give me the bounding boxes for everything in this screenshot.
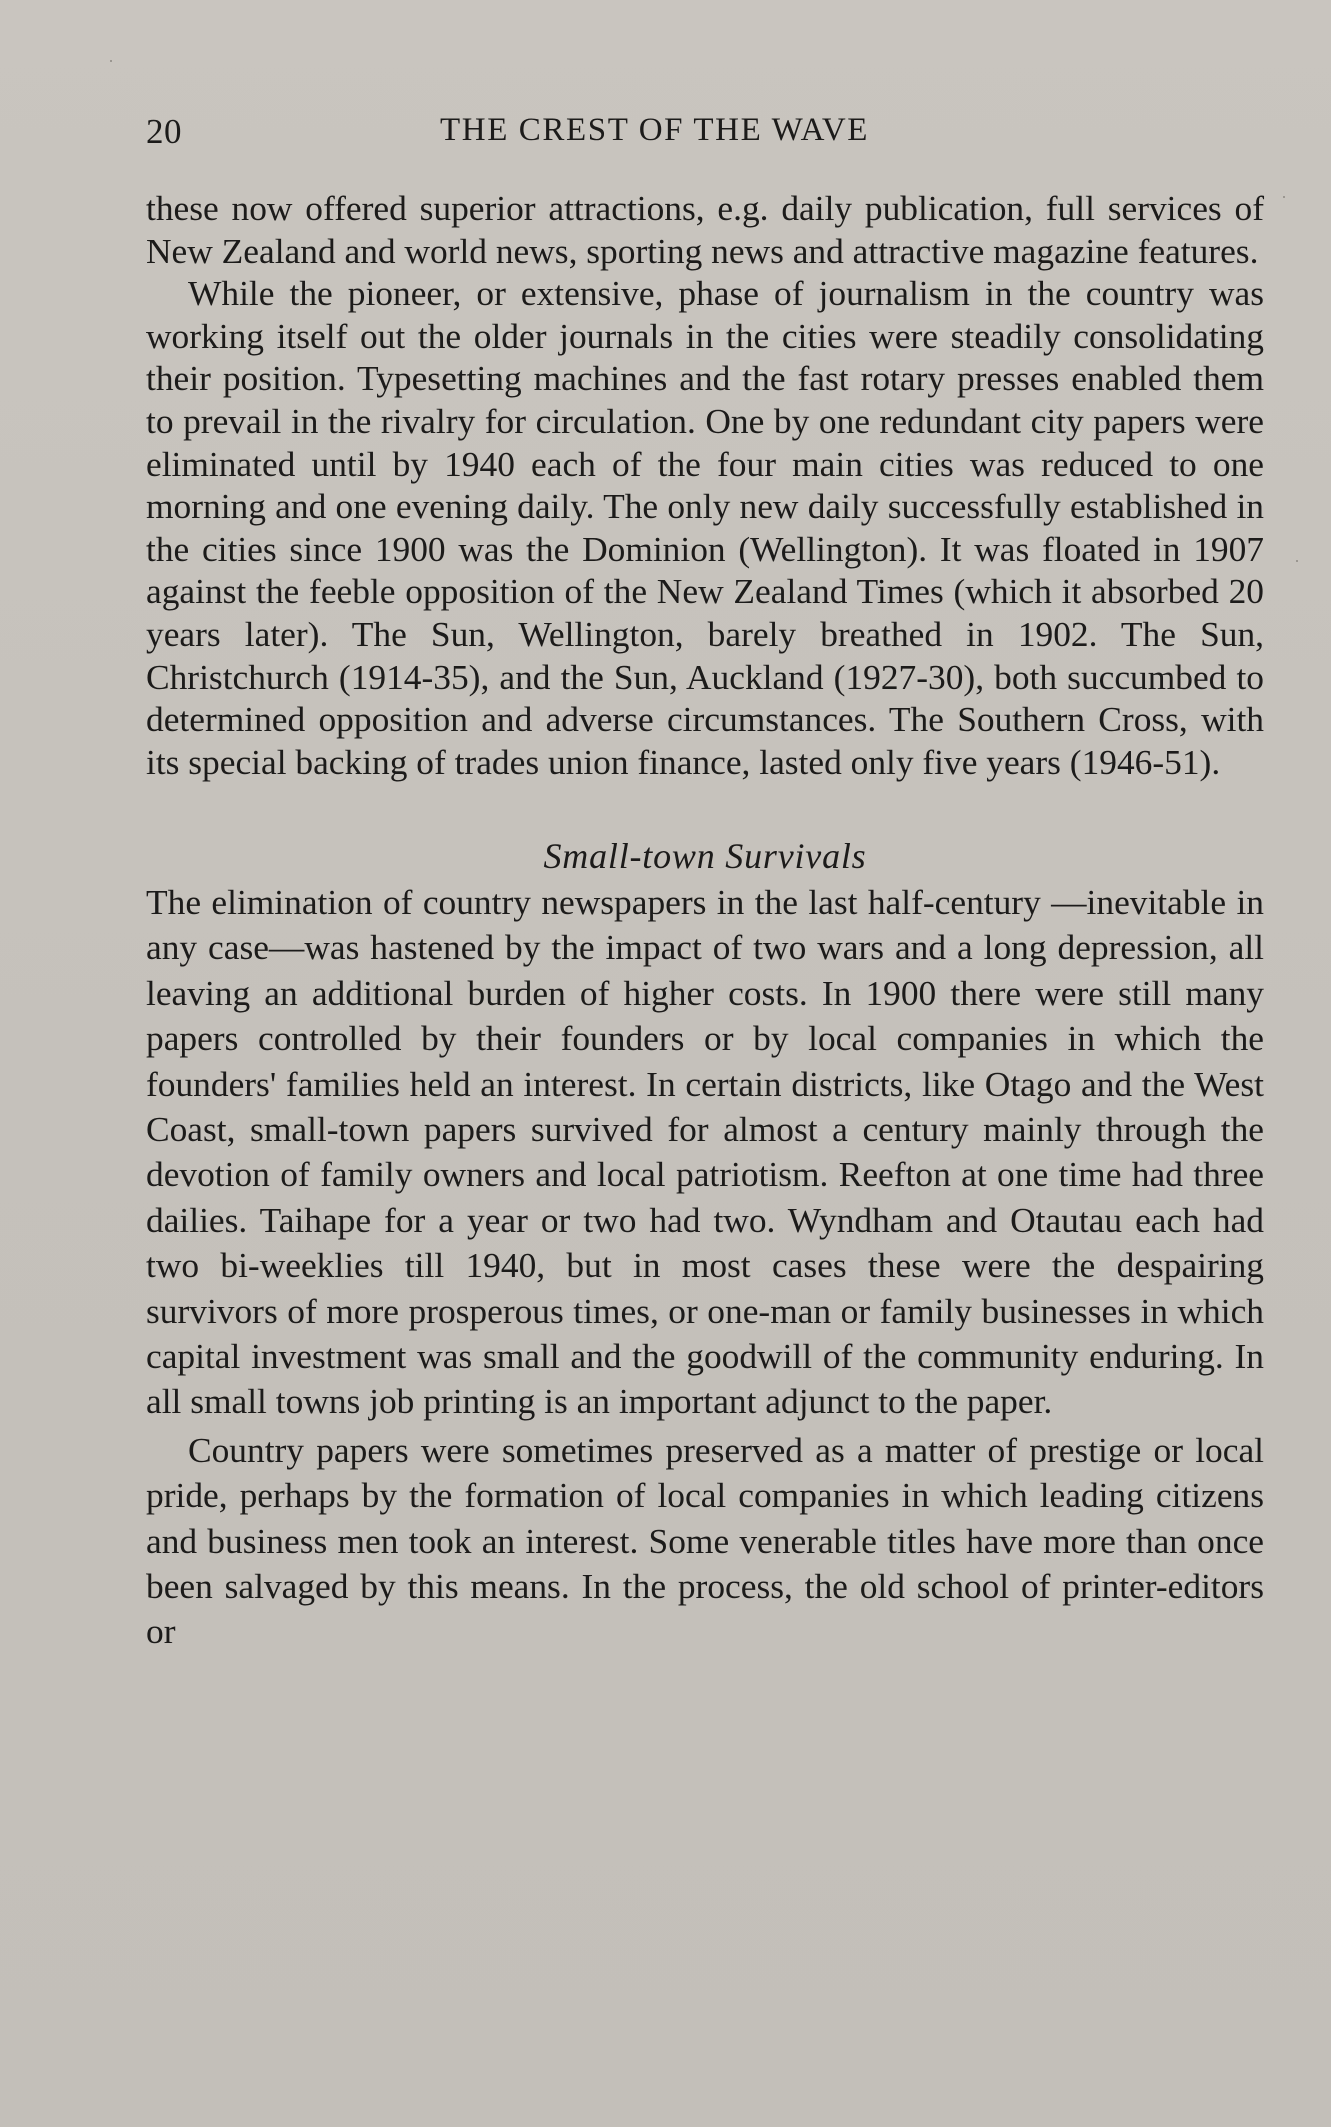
paragraph: these now offered superior attractions, e.g. daily publication, full services of New Zealand and world news, sporting news and attractive magazine features.	[146, 188, 1264, 271]
running-title: THE CREST OF THE WAVE	[440, 112, 870, 148]
page-number: 20	[146, 112, 182, 151]
section-heading: Small-town Survivals	[543, 836, 867, 877]
paragraph: Country papers were sometimes preserved as a matter of prestige or local pride, perhaps by the formation of local companies in which leading citizens and business men took an interest. Some venerable titles have more than once been salvaged by this means. In the process, the old school of printer-editors or	[146, 1429, 1264, 1652]
body-text	[146, 187, 1264, 1655]
paragraph: The elimination of country newspapers in the last half-century —inevitable in any case—was hastened by the impact of two wars and a long depression, all leaving an additional burden of higher costs. In 1900 there were still many papers controlled by their founders or by local companies in which the founders' families held an interest. In certain districts, like Otago and the West Coast, small-town papers survived for almost a century mainly through the devotion of family owners and local patriotism. Reefton at one time had three dailies. Taihape for a year or two had two. Wyndham and Otautau each had two bi-weeklies till 1940, but in most cases these were the despairing survivors of more prosperous times, or one-man or family businesses in which capital investment was small and the goodwill of the community enduring. In all small towns job printing is an important adjunct to the paper.	[146, 881, 1264, 1422]
paper-speck	[1296, 560, 1298, 562]
section-body	[146, 880, 1264, 1655]
paper-speck	[1283, 196, 1285, 198]
page-header	[146, 112, 1264, 160]
paragraph: While the pioneer, or extensive, phase of journalism in the country was working itself out the older journals in the cities were steadily consolidating their position. Typesetting machines and the fast rotary presses enabled them to prevail in the rivalry for circulation. One by one redundant city papers were eliminated until by 1940 each of the four main cities was reduced to one morning and one evening daily. The only new daily successfully established in the cities since 1900 was the Dominion (Wellington). It was floated in 1907 against the feeble opposition of the New Zealand Times (which it absorbed 20 years later). The Sun, Wellington, barely breathed in 1902. The Sun, Christchurch (1914-35), and the Sun, Auckland (1927-30), both succumbed to determined opposition and adverse circumstances. The Southern Cross, with its special backing of trades union finance, lasted only five years (1946-51).	[146, 273, 1264, 782]
paper-speck	[110, 60, 112, 62]
